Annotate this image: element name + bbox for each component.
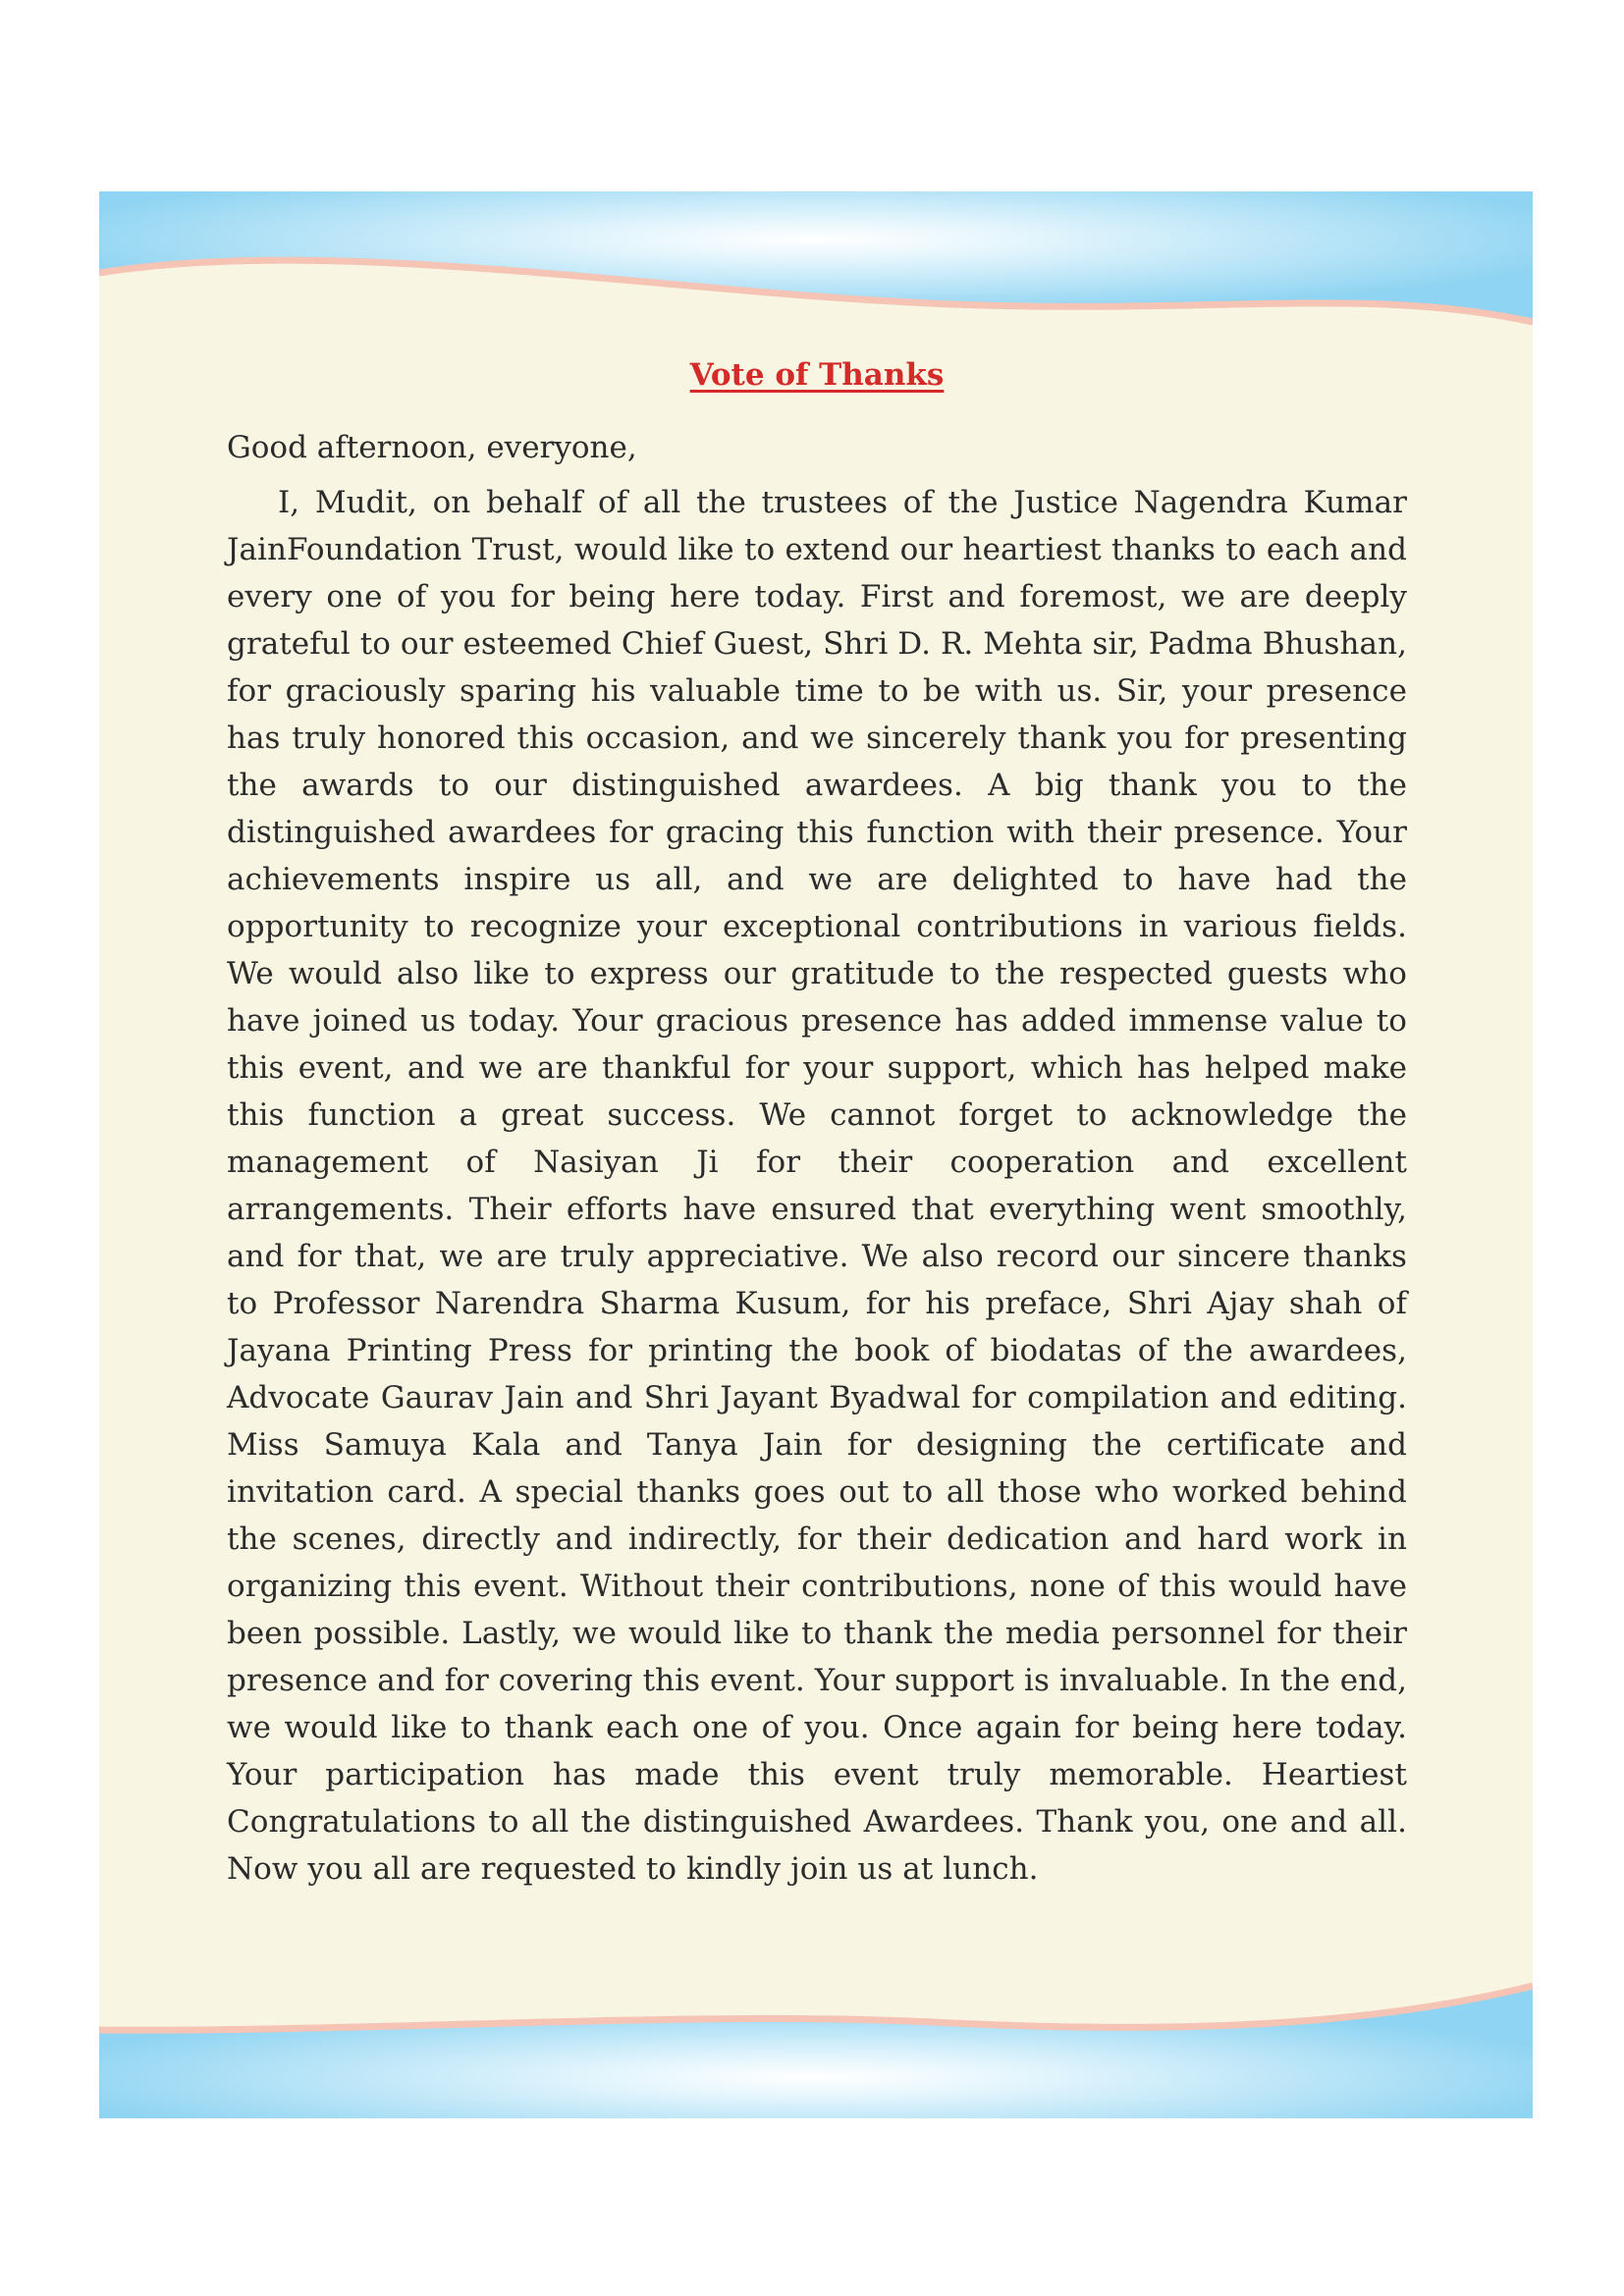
top-wave-band bbox=[99, 191, 1533, 329]
document-frame bbox=[99, 191, 1533, 2118]
bottom-wave-band bbox=[99, 1981, 1533, 2118]
greeting-line: Good afternoon, everyone, bbox=[227, 430, 637, 465]
document-title: Vote of Thanks bbox=[689, 357, 945, 393]
letter-content bbox=[227, 353, 1407, 1893]
body-paragraph: I, Mudit, on behalf of all the trustees of the Justice Nagendra Kumar JainFoundation Trust, would like to extend our heartiest thanks to each and every one of you for being here today. First and foremost, we are deeply grateful to our esteemed Chief Guest, Shri D. R. Mehta sir, Padma Bhushan, for graciously sparing his valuable time to be with us. Sir, your presence has truly honored this occasion, and we sincerely thank you for presenting the awards to our distinguished awardees. A big thank you to the distinguished awardees for gracing this function with their presence. Your achievements inspire us all, and we are delighted to have had the opportunity to recognize your exceptional contributions in various fields. We would also like to express our gratitude to the respected guests who have joined us today. Your gracious presence has added immense value to this event, and we are thankful for your support, which has helped make this function a great success. We cannot forget to acknowledge the management of Nasiyan Ji for their cooperation and excellent arrangements. Their efforts have ensured that everything went smoothly, and for that, we are truly appreciative. We also record our sincere thanks to Professor Narendra Sharma Kusum, for his preface, Shri Ajay shah of Jayana Printing Press for printing the book of biodatas of the awardees, Advocate Gaurav Jain and Shri Jayant Byadwal for compilation and editing. Miss Samuya Kala and Tanya Jain for designing the certificate and invitation card. A special thanks goes out to all those who worked behind the scenes, directly and indirectly, for their dedication and hard work in organizing this event. Without their contributions, none of this would have been possible. Lastly, we would like to thank the media personnel for their presence and for covering this event. Your support is invaluable. In the end, we would like to thank each one of you. Once again for being here today. Your participation has made this event truly memorable. Heartiest Congratulations to all the distinguished Awardees. Thank you, one and all. Now you all are requested to kindly join us at lunch. bbox=[227, 485, 1407, 1887]
